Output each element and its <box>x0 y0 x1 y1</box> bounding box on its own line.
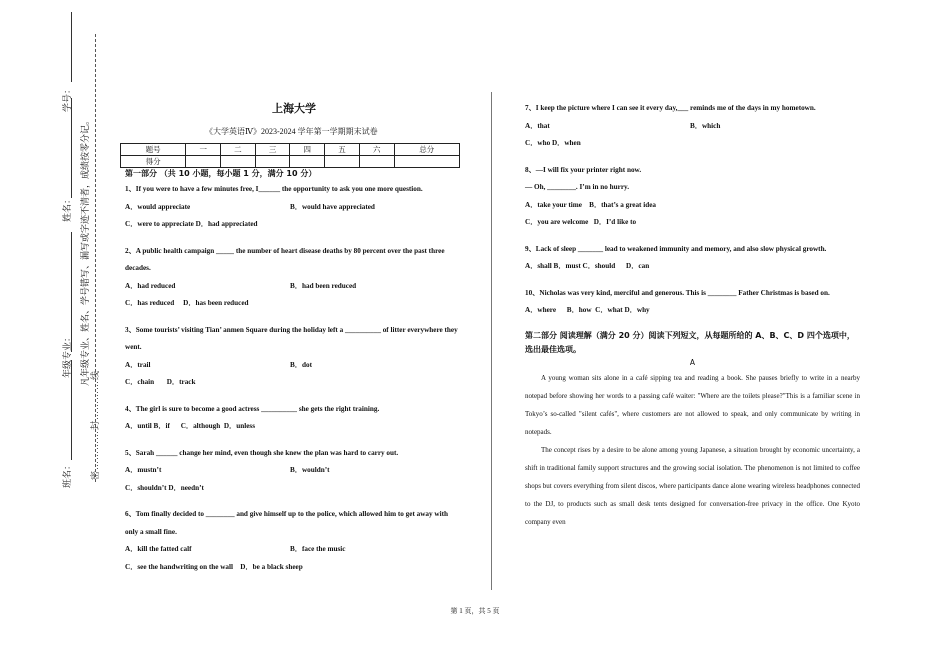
right-column <box>525 100 860 531</box>
question-stem: 4、The girl is sure to become a good actress __________ she gets the right training. <box>125 404 380 413</box>
table-cell: 总分 <box>394 144 459 156</box>
question-stem: 9、Lack of sleep _______ lead to weakened immunity and memory, and also slow physical growth. <box>525 244 827 253</box>
option-row <box>125 374 460 392</box>
score-cell[interactable] <box>325 156 360 168</box>
exam-title: 《大学英语Ⅳ》2023-2024 学年第一学期期末试卷 <box>205 127 378 136</box>
option-cd: C．see the handwriting on the wall D．be a black sheep <box>125 562 303 571</box>
question-stem: 10、Nicholas was very kind, merciful and generous. This is ________ Father Christmas is based on. <box>525 288 830 297</box>
option-a: A．would appreciate <box>125 202 191 211</box>
question-7 <box>525 100 860 153</box>
question-stem: 3、Some tourists’ visiting Tian’ anmen Square during the holiday left a __________ of litter everywhere they went. <box>125 325 458 351</box>
option-b: B．had been reduced <box>290 281 357 290</box>
major-label: 年级专业： <box>62 332 72 378</box>
name-label: 姓名： <box>62 194 72 222</box>
option-a: A．mustn’t <box>125 466 162 474</box>
option-b: B．face the music <box>290 545 346 553</box>
part1-heading: 第一部分 （共 10 小题，每小题 1 分，满分 10 分） <box>125 169 317 178</box>
option-cd: C．has reduced D．has been reduced <box>125 299 249 307</box>
score-table-header-row <box>121 144 460 156</box>
option-row <box>125 480 460 498</box>
question-9 <box>525 241 860 276</box>
name-underline <box>71 98 72 198</box>
table-cell: 题号 <box>121 144 186 156</box>
question-10 <box>525 285 860 320</box>
table-cell: 四 <box>290 144 325 156</box>
option-row <box>125 357 460 375</box>
option-cd: C．who D．when <box>525 139 581 147</box>
score-table-score-row <box>121 156 460 168</box>
part2-heading: 第二部分 阅读理解（满分 20 分）阅读下列短文，从每题所给的 A、B、C、D 四个选项中，选出最佳选项。 <box>525 330 855 354</box>
question-stem: 2、A public health campaign _____ the number of heart disease deaths by 80 percent over the past three decades. <box>125 246 445 272</box>
option-a: A．kill the fatted calf <box>125 545 192 553</box>
question-4 <box>125 401 460 436</box>
option-a: A．had reduced <box>125 281 176 290</box>
option-a: A．trail <box>125 360 151 369</box>
score-cell[interactable] <box>359 156 394 168</box>
option-row <box>525 214 860 232</box>
option-cd: C．you are welcome D．I’d like to <box>525 218 637 226</box>
question-stem-reply: — Oh, ________. I’m in no hurry. <box>525 183 630 191</box>
table-cell: 一 <box>186 144 221 156</box>
score-cell[interactable] <box>186 156 221 168</box>
option-b: B．would have appreciated <box>290 202 375 211</box>
option-b: B．dot <box>290 360 312 369</box>
option-row <box>125 199 460 217</box>
option-b: B．wouldn’t <box>290 466 330 474</box>
binding-notice: 凡年级专业、姓名、学号错写、漏写或字迹不清者，成绩按零分记。 <box>80 115 90 386</box>
question-stem: 6、Tom finally decided to ________ and give himself up to the police, which allowed him to get away with only a small fine. <box>125 510 448 536</box>
option-a: A．that <box>525 121 550 130</box>
left-column <box>125 167 460 585</box>
option-ab: A．take your time B．that’s a great idea <box>525 200 657 209</box>
passage-label: A <box>689 357 696 367</box>
option-b: B．which <box>690 121 721 130</box>
score-cell[interactable] <box>221 156 256 168</box>
option-cd: C．shouldn’t D．needn’t <box>125 483 204 492</box>
option-row <box>125 278 460 296</box>
column-divider <box>491 92 492 590</box>
question-5 <box>125 445 460 498</box>
score-cell[interactable] <box>394 156 459 168</box>
page-footer: 第 1 页，共 5 页 <box>450 607 500 615</box>
option-cd: C．were to appreciate D．had appreciated <box>125 220 258 228</box>
question-2 <box>125 243 460 313</box>
option-cd: C．chain D．track <box>125 378 196 386</box>
option-row <box>125 559 460 577</box>
question-stem: 5、Sarah ______ change her mind, even though she knew the plan was hard to carry out. <box>125 448 399 457</box>
table-cell: 三 <box>255 144 290 156</box>
seal-line-marks: 密…………封…………线 <box>90 369 100 480</box>
options: A．shall B．must C．should D．can <box>525 262 650 270</box>
question-6 <box>125 506 460 576</box>
option-row <box>525 118 860 136</box>
passage-paragraph: A young woman sits alone in a café sipping tea and reading a book. She pauses briefly to write in a nearby notepad before showing her words to a passing café waiter: "Where are the toilets please?"This is a familiar scene in Tokyo’s so-called "silent cafés", where customers are not allowed to speak, and only communicate by writing in notepads. <box>525 373 860 436</box>
passage-paragraph: The concept rises by a desire to be alone among young Japanese, a situation brought by economic uncertainty, a shift in traditional family support structures and the growing social isolation. The phenomenon is not limited to coffee shops but covers everything from silent discos, where participants dance alone wearing wireless headphones connected to the DJ, to products such as small desk tents designed for conversation-free privacy in the office. One Kyoto company even <box>525 445 860 526</box>
option-row <box>125 216 460 234</box>
options: A．where B．how C．what D．why <box>525 306 650 314</box>
question-stem: 1、If you were to have a few minutes free, I______ the opportunity to ask you one more question. <box>125 185 423 193</box>
question-8 <box>525 162 860 232</box>
score-table <box>120 143 460 168</box>
option-row <box>125 418 460 436</box>
table-cell: 六 <box>359 144 394 156</box>
question-1 <box>125 181 460 234</box>
student-no-underline <box>71 12 72 82</box>
option-row <box>525 197 860 215</box>
question-stem: 7、I keep the picture where I can see it every day,___ reminds me of the days in my hometown. <box>525 104 816 112</box>
options: A．until B．if C．although D．unless <box>125 422 256 430</box>
score-cell[interactable] <box>290 156 325 168</box>
option-row <box>525 258 860 276</box>
class-label: 班名： <box>62 460 72 488</box>
table-cell: 二 <box>221 144 256 156</box>
question-3 <box>125 322 460 392</box>
table-cell: 五 <box>325 144 360 156</box>
student-no-label: 学号： <box>62 84 72 112</box>
table-cell: 得分 <box>121 156 186 168</box>
option-row <box>525 302 860 320</box>
option-row <box>125 295 460 313</box>
score-cell[interactable] <box>255 156 290 168</box>
option-row <box>125 541 460 559</box>
option-row <box>525 135 860 153</box>
question-stem: 8、—I will fix your printer right now. <box>525 165 642 174</box>
university-title: 上海大学 <box>272 102 316 115</box>
option-row <box>125 462 460 480</box>
